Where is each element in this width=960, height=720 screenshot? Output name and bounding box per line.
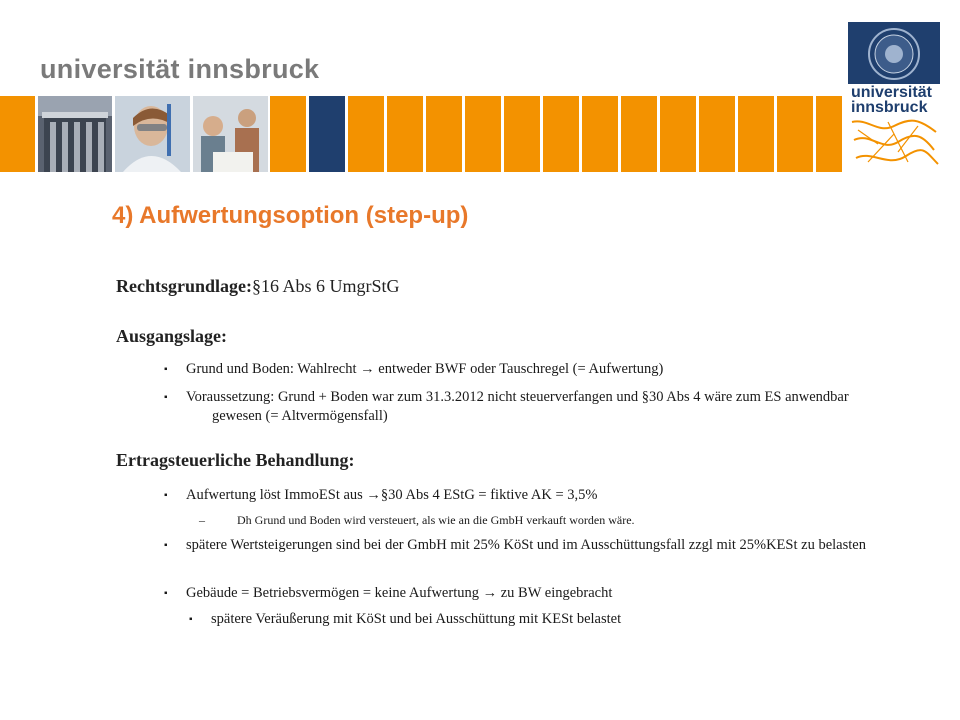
list-item bbox=[164, 388, 872, 425]
sub-list-item bbox=[116, 610, 911, 629]
legal-basis-heading bbox=[116, 276, 400, 297]
building-photo bbox=[38, 96, 112, 172]
bullet-icon: ▪ bbox=[164, 392, 168, 403]
university-wordmark: universität innsbruck bbox=[40, 54, 320, 84]
logo-text-innsbruck: innsbruck bbox=[851, 99, 928, 116]
sub-list-item-text: Dh Grund und Boden wird versteuert, als wie an die GmbH verkauft worden wäre. bbox=[237, 513, 635, 527]
list-item-text: Gebäude = Betriebsvermögen = keine Aufwertung → zu BW eingebracht bbox=[186, 585, 613, 601]
bullet-icon: ▪ bbox=[164, 364, 168, 375]
starting-position-heading: Ausgangslage: bbox=[116, 326, 228, 346]
list-item-text: spätere Wertsteigerungen sind bei der GmbH mit 25% KöSt und im Ausschüttungsfall zzgl mit 25%KESt zu belasten bbox=[186, 537, 866, 553]
slide-title: 4) Aufwertungsoption (step-up) bbox=[112, 202, 469, 229]
students-photo bbox=[193, 96, 268, 172]
logo-text-universitaet: universität bbox=[851, 84, 932, 101]
bullet-icon: ▪ bbox=[189, 614, 193, 625]
dash-marker: – bbox=[199, 513, 205, 527]
list-item bbox=[164, 360, 849, 379]
list-item bbox=[164, 536, 892, 555]
lab-scientist-photo bbox=[115, 96, 190, 172]
navy-tile bbox=[309, 96, 345, 172]
legal-basis-label: Rechtsgrundlage: bbox=[116, 276, 252, 296]
list-item bbox=[164, 584, 849, 603]
bullet-icon: ▪ bbox=[164, 490, 168, 501]
tax-treatment-heading: Ertragsteuerliche Behandlung: bbox=[116, 450, 355, 470]
sub-list-item-text: spätere Veräußerung mit KöSt und bei Ausschüttung mit KESt belastet bbox=[211, 611, 622, 627]
legal-basis-reference: §16 Abs 6 UmgrStG bbox=[252, 276, 400, 296]
list-item bbox=[164, 486, 849, 505]
list-item-text: Voraussetzung: Grund + Boden war zum 31.3.2012 nicht steuerverfangen und §30 Abs 4 wäre zum ES anwendbar gewesen (= Altvermögensfall) bbox=[186, 389, 849, 424]
list-item-text: Aufwertung löst ImmoESt aus →§30 Abs 4 EStG = fiktive AK = 3,5% bbox=[186, 487, 598, 503]
bullet-icon: ▪ bbox=[164, 540, 168, 551]
bullet-icon: ▪ bbox=[164, 588, 168, 599]
sub-list-item bbox=[199, 512, 877, 528]
university-seal-logo bbox=[848, 22, 940, 172]
list-item-text: Grund und Boden: Wahlrecht → entweder BWF oder Tauschregel (= Aufwertung) bbox=[186, 361, 664, 377]
